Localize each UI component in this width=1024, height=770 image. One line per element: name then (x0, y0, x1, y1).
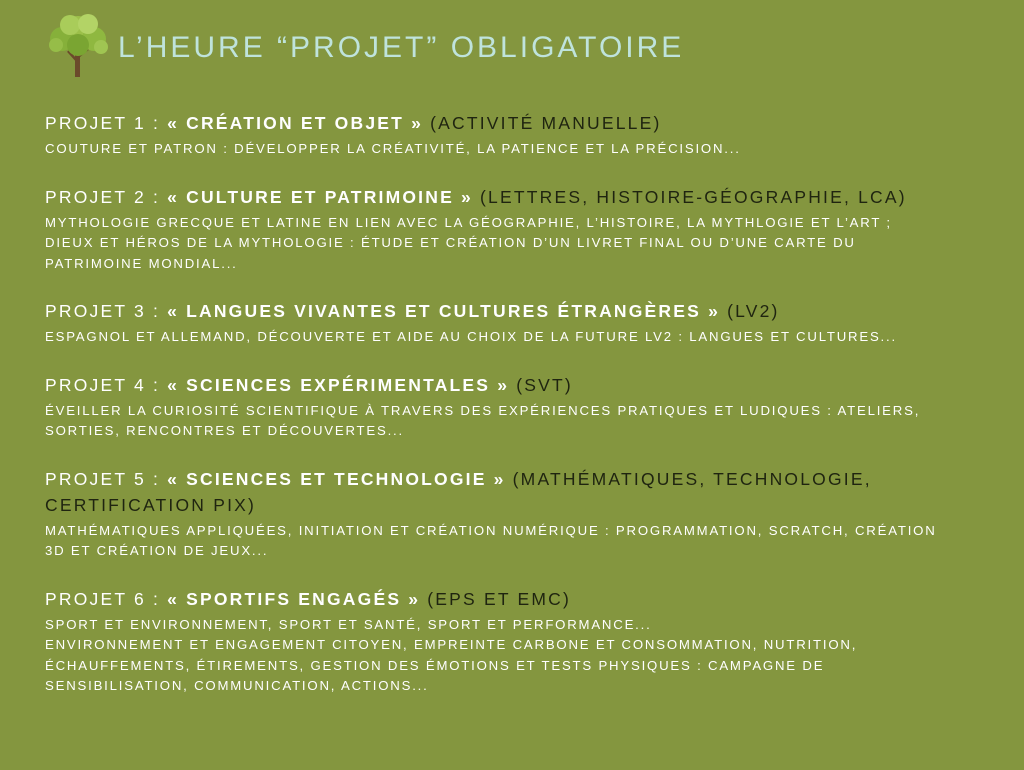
project-subject: (SVT) (509, 374, 573, 395)
project-heading (45, 298, 989, 324)
project-2 (45, 184, 989, 275)
description-line: DIEUX ET HÉROS DE LA MYTHOLOGIE : ÉTUDE ET CRÉATION D’UN LIVRET FINAL OU D’UNE CARTE DU (45, 235, 856, 250)
project-description (45, 213, 989, 275)
project-number: PROJET 2 : (45, 186, 168, 207)
project-heading (45, 110, 989, 136)
project-description (45, 401, 989, 442)
page-title: L’HEURE “PROJET” OBLIGATOIRE (118, 31, 685, 64)
project-number: PROJET 3 : (45, 301, 168, 321)
project-heading (45, 184, 989, 210)
project-number: PROJET 4 : (45, 374, 168, 395)
description-line: MATHÉMATIQUES APPLIQUÉES, INITIATION ET CRÉATION NUMÉRIQUE : PROGRAMMATION, SCRATCH, CRÉATION (45, 522, 937, 538)
project-name: « SCIENCES ET TECHNOLOGIE » (167, 468, 506, 489)
tree-icon (44, 11, 112, 79)
description-line: ÉVEILLER LA CURIOSITÉ SCIENTIFIQUE À TRAVERS DES EXPÉRIENCES PRATIQUES ET LUDIQUES : ATELIERS, (45, 402, 921, 418)
description-line: ENVIRONNEMENT ET ENGAGEMENT CITOYEN, EMPREINTE CARBONE ET CONSOMMATION, NUTRITION, (45, 637, 858, 652)
project-name: « CRÉATION ET OBJET » (167, 113, 424, 133)
description-line: ÉCHAUFFEMENTS, ÉTIREMENTS, GESTION DES ÉMOTIONS ET TESTS PHYSIQUES : CAMPAGNE DE (45, 657, 825, 673)
project-5 (45, 466, 989, 562)
project-subject: (MATHÉMATIQUES, TECHNOLOGIE, CERTIFICATION PIX) (45, 468, 872, 515)
project-1 (45, 110, 989, 160)
project-name: « LANGUES VIVANTES ET CULTURES ÉTRANGÈRES » (167, 301, 721, 321)
project-6 (45, 586, 989, 697)
description-line: PATRIMOINE MONDIAL... (45, 255, 238, 271)
project-name: « CULTURE ET PATRIMOINE » (167, 186, 473, 207)
project-number: PROJET 5 : (45, 468, 168, 489)
project-number: PROJET 1 : (45, 113, 168, 133)
description-line: SORTIES, RENCONTRES ET DÉCOUVERTES... (45, 423, 404, 438)
description-line: 3D ET CRÉATION DE JEUX... (45, 543, 269, 558)
project-description: ESPAGNOL ET ALLEMAND, DÉCOUVERTE ET AIDE AU CHOIX DE LA FUTURE LV2 : LANGUES ET CULTURES... (45, 329, 897, 344)
project-heading (45, 372, 989, 398)
project-3 (45, 298, 989, 348)
project-subject: (EPS ET EMC) (420, 588, 571, 609)
project-list (45, 110, 989, 721)
project-name: « SCIENCES EXPÉRIMENTALES » (167, 374, 510, 395)
project-subject: (LV2) (720, 301, 780, 321)
project-name: « SPORTIFS ENGAGÉS » (167, 588, 421, 609)
project-description (45, 615, 989, 697)
description-line: MYTHOLOGIE GRECQUE ET LATINE EN LIEN AVEC LA GÉOGRAPHIE, L’HISTOIRE, LA MYTHLOGIE ET L’ART ; (45, 214, 892, 230)
project-subject: (ACTIVITÉ MANUELLE) (423, 113, 662, 133)
header (44, 10, 684, 80)
project-subject: (LETTRES, HISTOIRE-GÉOGRAPHIE, LCA) (472, 186, 907, 207)
project-description (45, 521, 989, 562)
project-number: PROJET 6 : (45, 588, 168, 609)
project-heading (45, 466, 989, 518)
project-description: COUTURE ET PATRON : DÉVELOPPER LA CRÉATIVITÉ, LA PATIENCE ET LA PRÉCISION... (45, 141, 741, 156)
project-heading (45, 586, 989, 612)
description-line: SPORT ET ENVIRONNEMENT, SPORT ET SANTÉ, SPORT ET PERFORMANCE... (45, 616, 652, 632)
project-4 (45, 372, 989, 442)
description-line: SENSIBILISATION, COMMUNICATION, ACTIONS... (45, 678, 429, 693)
